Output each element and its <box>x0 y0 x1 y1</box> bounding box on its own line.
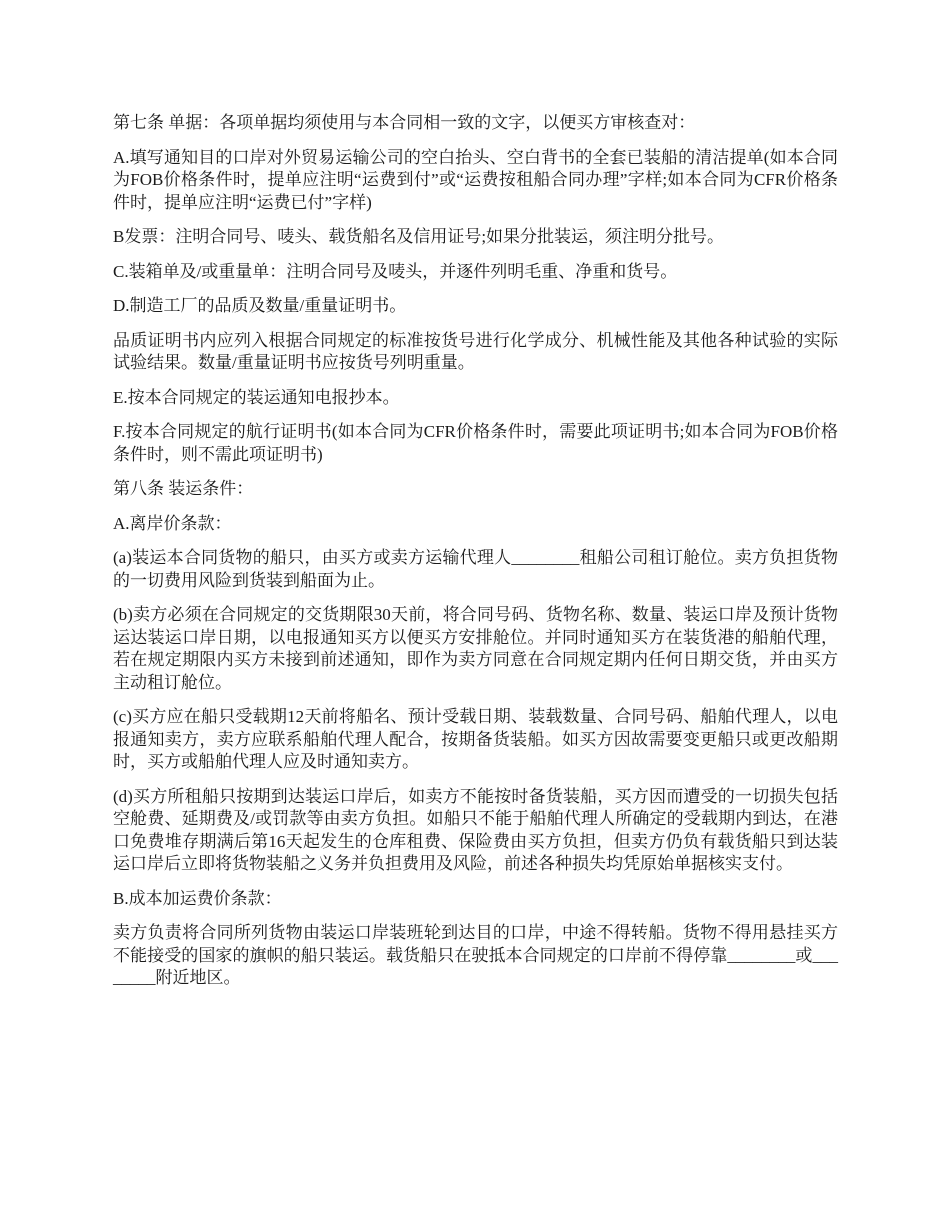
fob-clause-c: (c)买方应在船只受载期12天前将船名、预计受载日期、装载数量、合同号码、船舶代理人，以电报通知卖方，卖方应联系船舶代理人配合，按期备货装船。如买方因故需要变更船只或更改船期时，买方或船舶代理人应及时通知卖方。 <box>113 707 838 771</box>
clause-a-bill-of-lading: A.填写通知目的口岸对外贸易运输公司的空白抬头、空白背书的全套已装船的清洁提单(如本合同为FOB价格条件时，提单应注明“运费到付”或“运费按租船合同办理”字样;如本合同为CFR价格条件时，提单应注明“运费已付”字样) <box>113 147 838 212</box>
cfr-terms-heading: B.成本加运费价条款： <box>113 888 282 908</box>
cfr-clause-text: 卖方负责将合同所列货物由装运口岸装班轮到达目的口岸，中途不得转船。货物不得用悬挂买方不能接受的国家的旗帜的船只装运。载货船只在驶抵本合同规定的口岸前不得停靠________或________附近地区。 <box>113 923 838 987</box>
clause-d-certificate: D.制造工厂的品质及数量/重量证明书。 <box>113 296 407 315</box>
clause-c-packing-list: C.装箱单及/或重量单：注明合同号及唛头，并逐件列明毛重、净重和货号。 <box>113 261 678 281</box>
article-8-heading: 第八条 装运条件： <box>113 479 254 498</box>
fob-terms-heading: A.离岸价条款： <box>113 513 232 533</box>
clause-e-shipping-advice: E.按本合同规定的装运通知电报抄本。 <box>113 387 400 407</box>
quality-certificate-note: 品质证明书内应列入根据合同规定的标准按货号进行化学成分、机械性能及其他各种试验的实际试验结果。数量/重量证明书应按货号列明重量。 <box>113 330 838 372</box>
fob-clause-b: (b)卖方必须在合同规定的交货期限30天前，将合同号码、货物名称、数量、装运口岸及预计货物运达装运口岸日期，以电报通知买方以便买方安排舱位。并同时通知买方在装货港的船舶代理，若在规定期限内买方未接到前述通知，即作为卖方同意在合同规定期内任何日期交货，并由买方主动租订舱位。 <box>113 605 838 692</box>
clause-b-invoice: B发票：注明合同号、唛头、载货船名及信用证号;如果分批装运，须注明分批号。 <box>113 227 725 246</box>
fob-clause-d: (d)买方所租船只按期到达装运口岸后，如卖方不能按时备货装船，买方因而遭受的一切损失包括空舱费、延期费及/或罚款等由卖方负担。如船只不能于船舶代理人所确定的受载期内到达，在港口免费堆存期满后第16天起发生的仓库租费、保险费由买方负担，但卖方仍负有载货船只到达装运口岸后立即将货物装船之义务并负担费用及风险，前述各种损失均凭原始单据核实支付。 <box>113 786 838 873</box>
clause-f-voyage-certificate: F.按本合同规定的航行证明书(如本合同为CFR价格条件时，需要此项证明书;如本合同为FOB价格条件时，则不需此项证明书) <box>113 422 838 464</box>
document-body <box>113 112 838 1002</box>
fob-clause-a: (a)装运本合同货物的船只，由买方或卖方运输代理人________租船公司租订舱位。卖方负担货物的一切费用风险到货装到船面为止。 <box>113 548 838 590</box>
article-7-heading: 第七条 单据：各项单据均须使用与本合同相一致的文字，以便买方审核查对： <box>113 113 696 132</box>
